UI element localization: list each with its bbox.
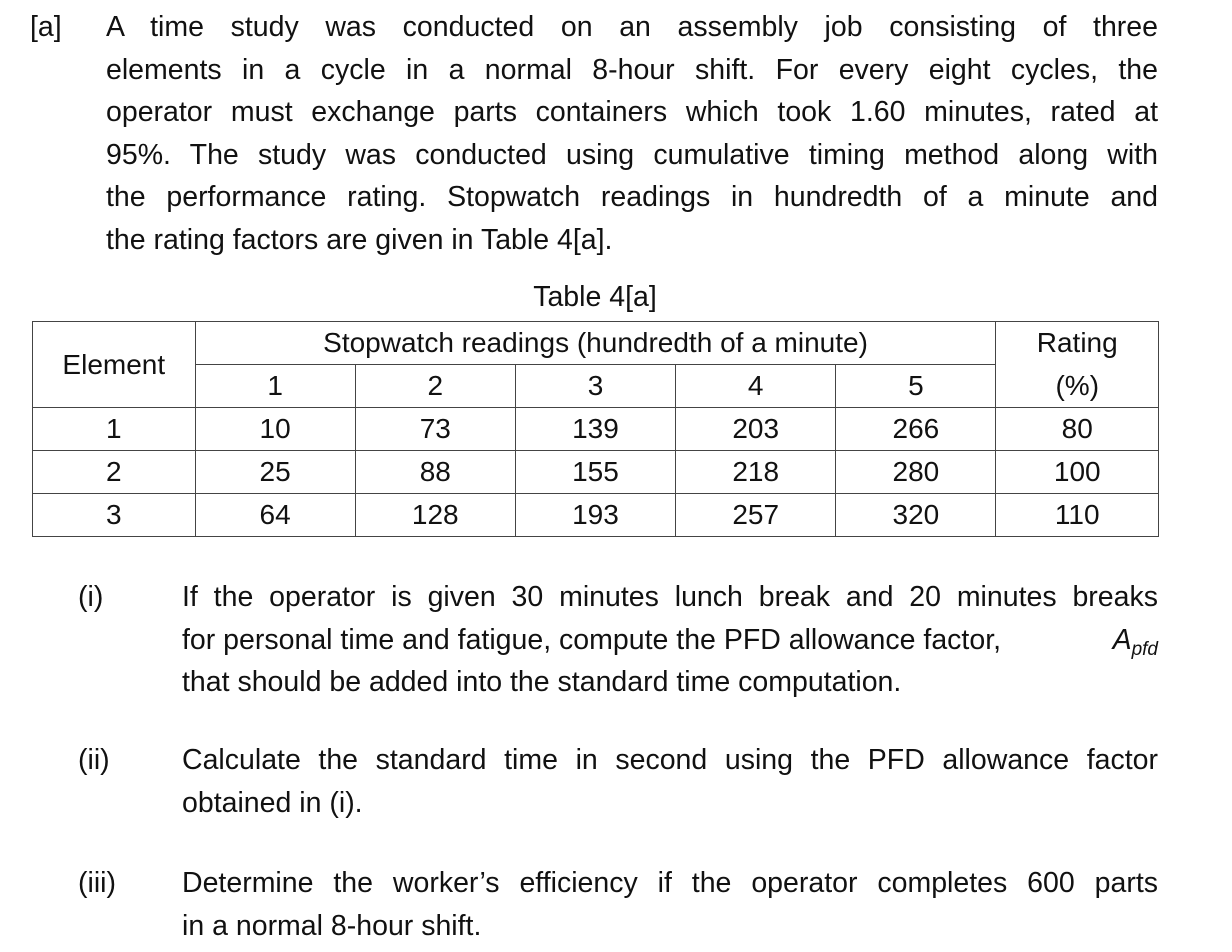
cell-element: 2 bbox=[33, 451, 196, 494]
subquestion-label: (ii) bbox=[78, 744, 110, 776]
cell-reading: 203 bbox=[676, 408, 836, 451]
cell-reading: 139 bbox=[515, 408, 675, 451]
subquestion-line: obtained in (i). bbox=[182, 786, 363, 819]
subquestion-line bbox=[182, 619, 1158, 662]
table-row bbox=[33, 451, 1159, 494]
cell-reading: 88 bbox=[355, 451, 515, 494]
subquestion-label: (i) bbox=[78, 581, 104, 613]
intro-line: A time study was conducted on an assembly job consisting of three bbox=[106, 11, 1158, 43]
intro-line: 95%. The study was conducted using cumulative timing method along with bbox=[106, 138, 1158, 171]
cell-rating: 100 bbox=[996, 451, 1159, 494]
question-label: [a] bbox=[30, 11, 62, 43]
cell-reading: 266 bbox=[836, 408, 996, 451]
cell-rating: 80 bbox=[996, 408, 1159, 451]
header-readings: Stopwatch readings (hundredth of a minute) bbox=[195, 322, 996, 365]
pfd-symbol-subscript: pfd bbox=[1131, 638, 1158, 660]
reading-col-header: 5 bbox=[836, 365, 996, 408]
subquestion-label: (iii) bbox=[78, 867, 116, 899]
subquestion-line: Calculate the standard time in second using the PFD allowance factor bbox=[182, 744, 1158, 776]
cell-rating: 110 bbox=[996, 494, 1159, 537]
reading-col-header: 2 bbox=[355, 365, 515, 408]
cell-reading: 155 bbox=[515, 451, 675, 494]
pfd-symbol-base: A bbox=[1112, 623, 1132, 656]
subquestion-line: Determine the worker’s efficiency if the operator completes 600 parts bbox=[182, 867, 1158, 899]
cell-reading: 10 bbox=[195, 408, 355, 451]
cell-element: 1 bbox=[33, 408, 196, 451]
reading-col-header: 1 bbox=[195, 365, 355, 408]
cell-reading: 193 bbox=[515, 494, 675, 537]
subquestion-line: in a normal 8-hour shift. bbox=[182, 909, 482, 942]
cell-element: 3 bbox=[33, 494, 196, 537]
cell-reading: 280 bbox=[836, 451, 996, 494]
intro-line: the rating factors are given in Table 4[a]. bbox=[106, 223, 613, 256]
header-element: Element bbox=[33, 322, 196, 408]
cell-reading: 64 bbox=[195, 494, 355, 537]
intro-line: the performance rating. Stopwatch readings in hundredth of a minute and bbox=[106, 181, 1158, 213]
table-header-row bbox=[33, 322, 1159, 365]
subquestion-line: If the operator is given 30 minutes lunch break and 20 minutes breaks bbox=[182, 581, 1158, 613]
cell-reading: 257 bbox=[676, 494, 836, 537]
cell-reading: 25 bbox=[195, 451, 355, 494]
cell-reading: 218 bbox=[676, 451, 836, 494]
cell-reading: 320 bbox=[836, 494, 996, 537]
table-caption: Table 4[a] bbox=[533, 281, 657, 313]
header-rating-unit: (%) bbox=[996, 365, 1159, 408]
table-subheader-row bbox=[33, 365, 1159, 408]
subquestion-line-text: for personal time and fatigue, compute the PFD allowance factor, bbox=[182, 623, 1009, 656]
header-rating: Rating bbox=[996, 322, 1159, 365]
subquestion-line: that should be added into the standard time computation. bbox=[182, 666, 902, 698]
intro-line: elements in a cycle in a normal 8-hour shift. For every eight cycles, the bbox=[106, 53, 1158, 86]
reading-col-header: 4 bbox=[676, 365, 836, 408]
question-intro bbox=[106, 6, 1158, 261]
pfd-symbol bbox=[1113, 619, 1158, 662]
intro-line: operator must exchange parts containers which took 1.60 minutes, rated at bbox=[106, 96, 1158, 128]
table-row bbox=[33, 494, 1159, 537]
reading-col-header: 3 bbox=[515, 365, 675, 408]
stopwatch-table bbox=[32, 321, 1159, 537]
cell-reading: 128 bbox=[355, 494, 515, 537]
table-row bbox=[33, 408, 1159, 451]
cell-reading: 73 bbox=[355, 408, 515, 451]
